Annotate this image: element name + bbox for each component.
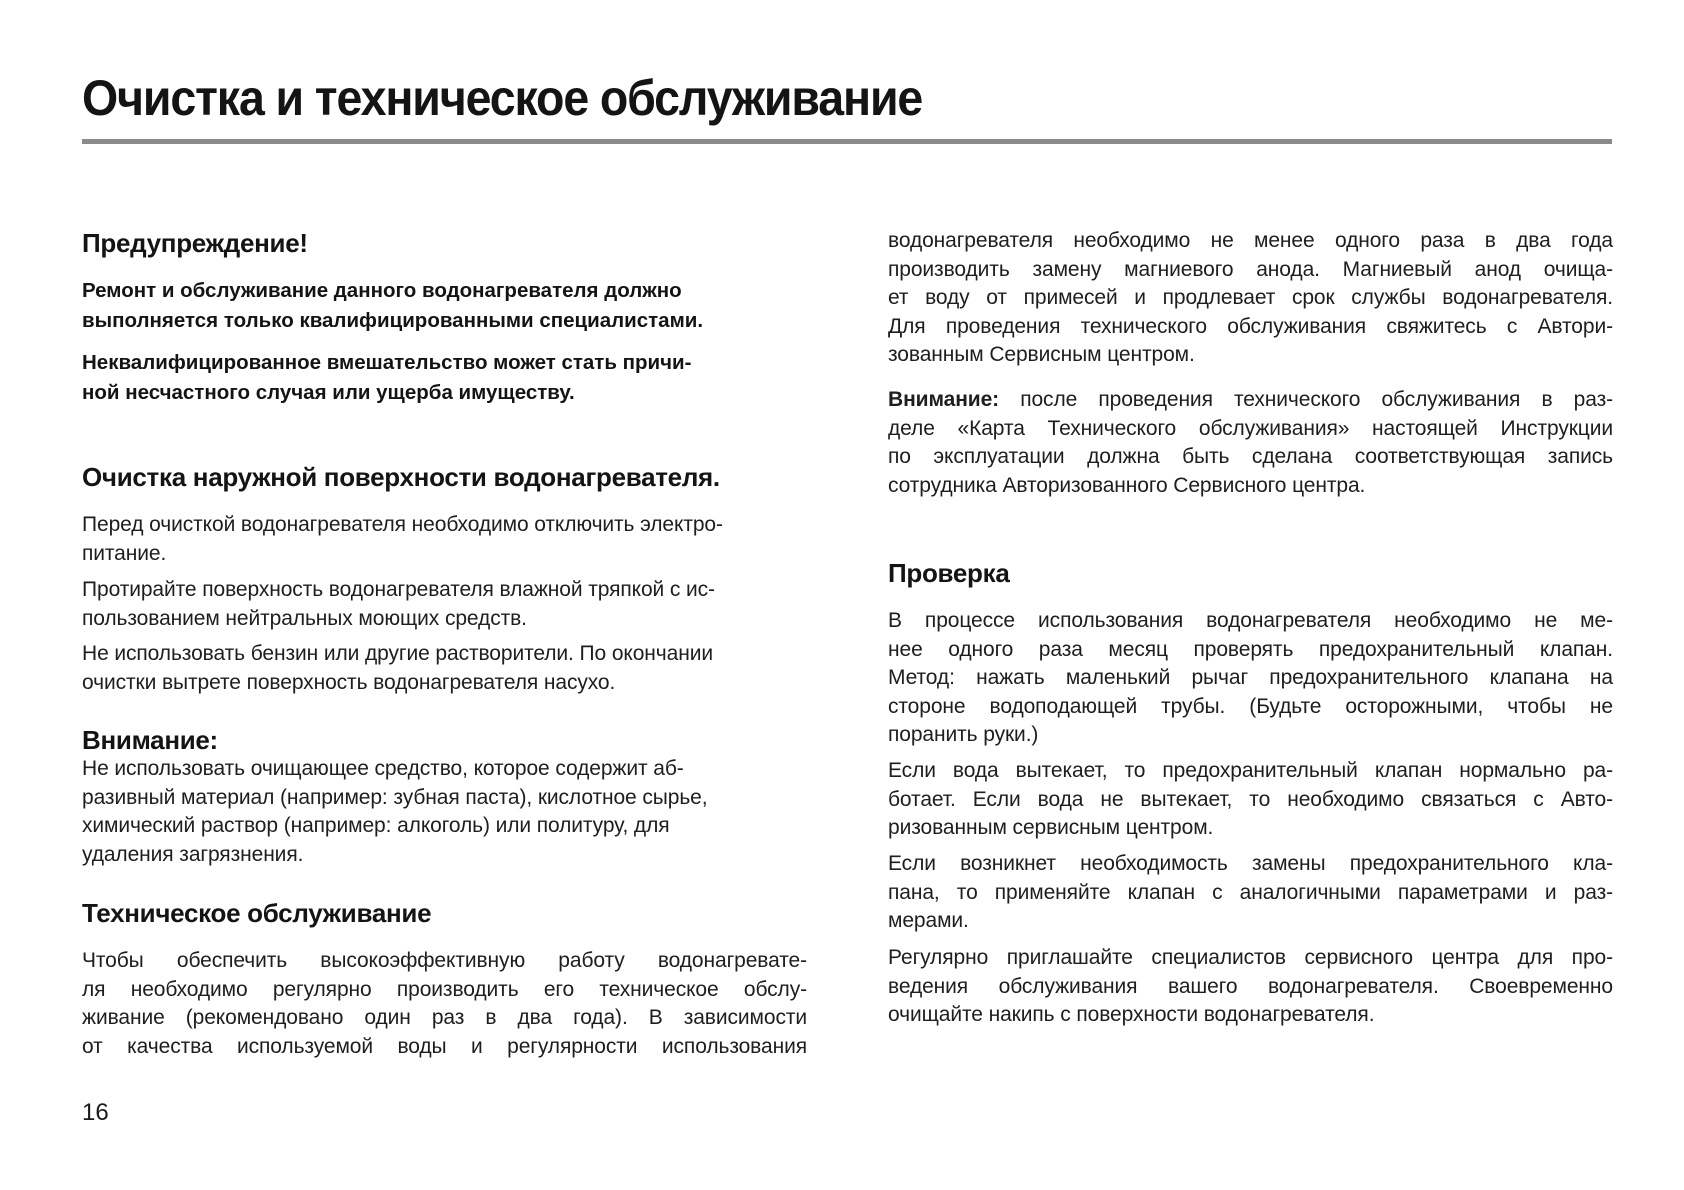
inspection-paragraph-4	[888, 944, 1613, 1030]
text-line: живание (рекомендовано один раз в два года). В зависимости	[82, 1006, 807, 1029]
exterior-cleaning-section	[82, 460, 807, 494]
maintenance-heading: Техническое обслуживание	[82, 898, 432, 928]
text-line: Метод: нажать маленький рычаг предохранительного клапана на	[888, 666, 1613, 689]
text-line: зованным Сервисным центром.	[888, 343, 1195, 366]
exterior-cleaning-paragraph-1	[82, 511, 807, 568]
warning-paragraph-1	[82, 276, 807, 336]
inspection-paragraph-2	[888, 757, 1613, 843]
warning-paragraph-2	[82, 348, 807, 408]
text-line: Если вода вытекает, то предохранительный клапан нормально ра-	[888, 759, 1613, 782]
text-line: выполняется только квалифицированными специалистами.	[82, 309, 704, 332]
text-line: ной несчастного случая или ущерба имуществу.	[82, 381, 575, 404]
text-line: сотрудника Авторизованного Сервисного центра.	[888, 473, 1366, 497]
text-line: поранить руки.)	[888, 723, 1039, 746]
text-line: производить замену магниевого анода. Магниевый анод очища-	[888, 257, 1613, 281]
text-line: Не использовать очищающее средство, которое содержит аб-	[82, 757, 684, 780]
maintenance-paragraph	[82, 947, 807, 1061]
exterior-cleaning-heading: Очистка наружной поверхности водонагревателя.	[82, 462, 720, 492]
text-line: пользованием нейтральных моющих средств.	[82, 606, 527, 630]
text-line: химический раствор (например: алкоголь) или политуру, для	[82, 814, 670, 837]
text-line: водонагревателя необходимо не менее одного раза в два года	[888, 229, 1613, 252]
text-line: В процессе использования водонагревателя необходимо не ме-	[888, 609, 1613, 632]
text-line: ботает. Если вода не вытекает, то необходимо связаться с Авто-	[888, 787, 1613, 811]
text-line: ризованным сервисным центром.	[888, 816, 1214, 839]
text-line: пана, то применяйте клапан с аналогичными параметрами и раз-	[888, 880, 1613, 904]
attention-note-label: Внимание:	[888, 388, 1000, 411]
title-divider	[82, 139, 1612, 144]
maintenance-continued-paragraph	[888, 227, 1613, 370]
text-line: питание.	[82, 541, 167, 565]
attention-note-paragraph	[888, 386, 1613, 500]
text-line: ет воду от примесей и продлевает срок службы водонагревателя.	[888, 286, 1613, 309]
text-line: Не использовать бензин или другие растворители. По окончании	[82, 642, 713, 665]
inspection-heading: Проверка	[888, 558, 1010, 588]
page-number: 16	[82, 1099, 109, 1126]
text-line	[888, 386, 1613, 415]
page-title: Очистка и техническое обслуживание	[82, 70, 923, 126]
warning-heading: Предупреждение!	[82, 228, 308, 258]
text-line: Ремонт и обслуживание данного водонагревателя должно	[82, 279, 682, 302]
maintenance-section	[82, 896, 807, 930]
text-line: очистки вытрете поверхность водонагревателя насухо.	[82, 670, 616, 694]
attention-note-text: после проведения технического обслуживания в раз-	[999, 388, 1613, 411]
text-line: Неквалифицированное вмешательство может стать причи-	[82, 351, 692, 374]
inspection-paragraph-3	[888, 850, 1613, 936]
text-line: от качества используемой воды и регулярности использования	[82, 1034, 807, 1058]
text-line: мерами.	[888, 909, 969, 932]
inspection-paragraph-1	[888, 607, 1613, 750]
warning-section	[82, 226, 807, 260]
text-line: удаления загрязнения.	[82, 842, 304, 866]
text-line: Чтобы обеспечить высокоэффективную работу водонагревате-	[82, 949, 807, 972]
text-line: Перед очисткой водонагревателя необходимо отключить электро-	[82, 513, 723, 536]
text-line: по эксплуатации должна быть сделана соответствующая запись	[888, 445, 1613, 468]
attention-heading: Внимание:	[82, 725, 218, 755]
text-line: очищайте накипь с поверхности водонагревателя.	[888, 1003, 1375, 1026]
text-line: нее одного раза месяц проверять предохранительный клапан.	[888, 637, 1613, 661]
text-line: Протирайте поверхность водонагревателя влажной тряпкой с ис-	[82, 578, 715, 601]
text-line: Регулярно приглашайте специалистов сервисного центра для про-	[888, 946, 1613, 969]
attention-paragraph	[82, 755, 807, 869]
attention-section	[82, 723, 807, 757]
text-line: ля необходимо регулярно производить его техническое обслу-	[82, 977, 807, 1001]
text-line: Для проведения технического обслуживания свяжитесь с Автори-	[888, 314, 1613, 338]
text-line: ведения обслуживания вашего водонагревателя. Своевременно	[888, 974, 1613, 998]
text-line: Если возникнет необходимость замены предохранительного кла-	[888, 852, 1613, 875]
exterior-cleaning-paragraph-2	[82, 576, 807, 633]
text-line: деле «Карта Технического обслуживания» настоящей Инструкции	[888, 416, 1613, 440]
text-line: разивный материал (например: зубная паста), кислотное сырье,	[82, 785, 708, 809]
text-line: стороне водоподающей трубы. (Будьте осторожными, чтобы не	[888, 694, 1613, 718]
inspection-section	[888, 556, 1613, 590]
exterior-cleaning-paragraph-3	[82, 640, 807, 697]
